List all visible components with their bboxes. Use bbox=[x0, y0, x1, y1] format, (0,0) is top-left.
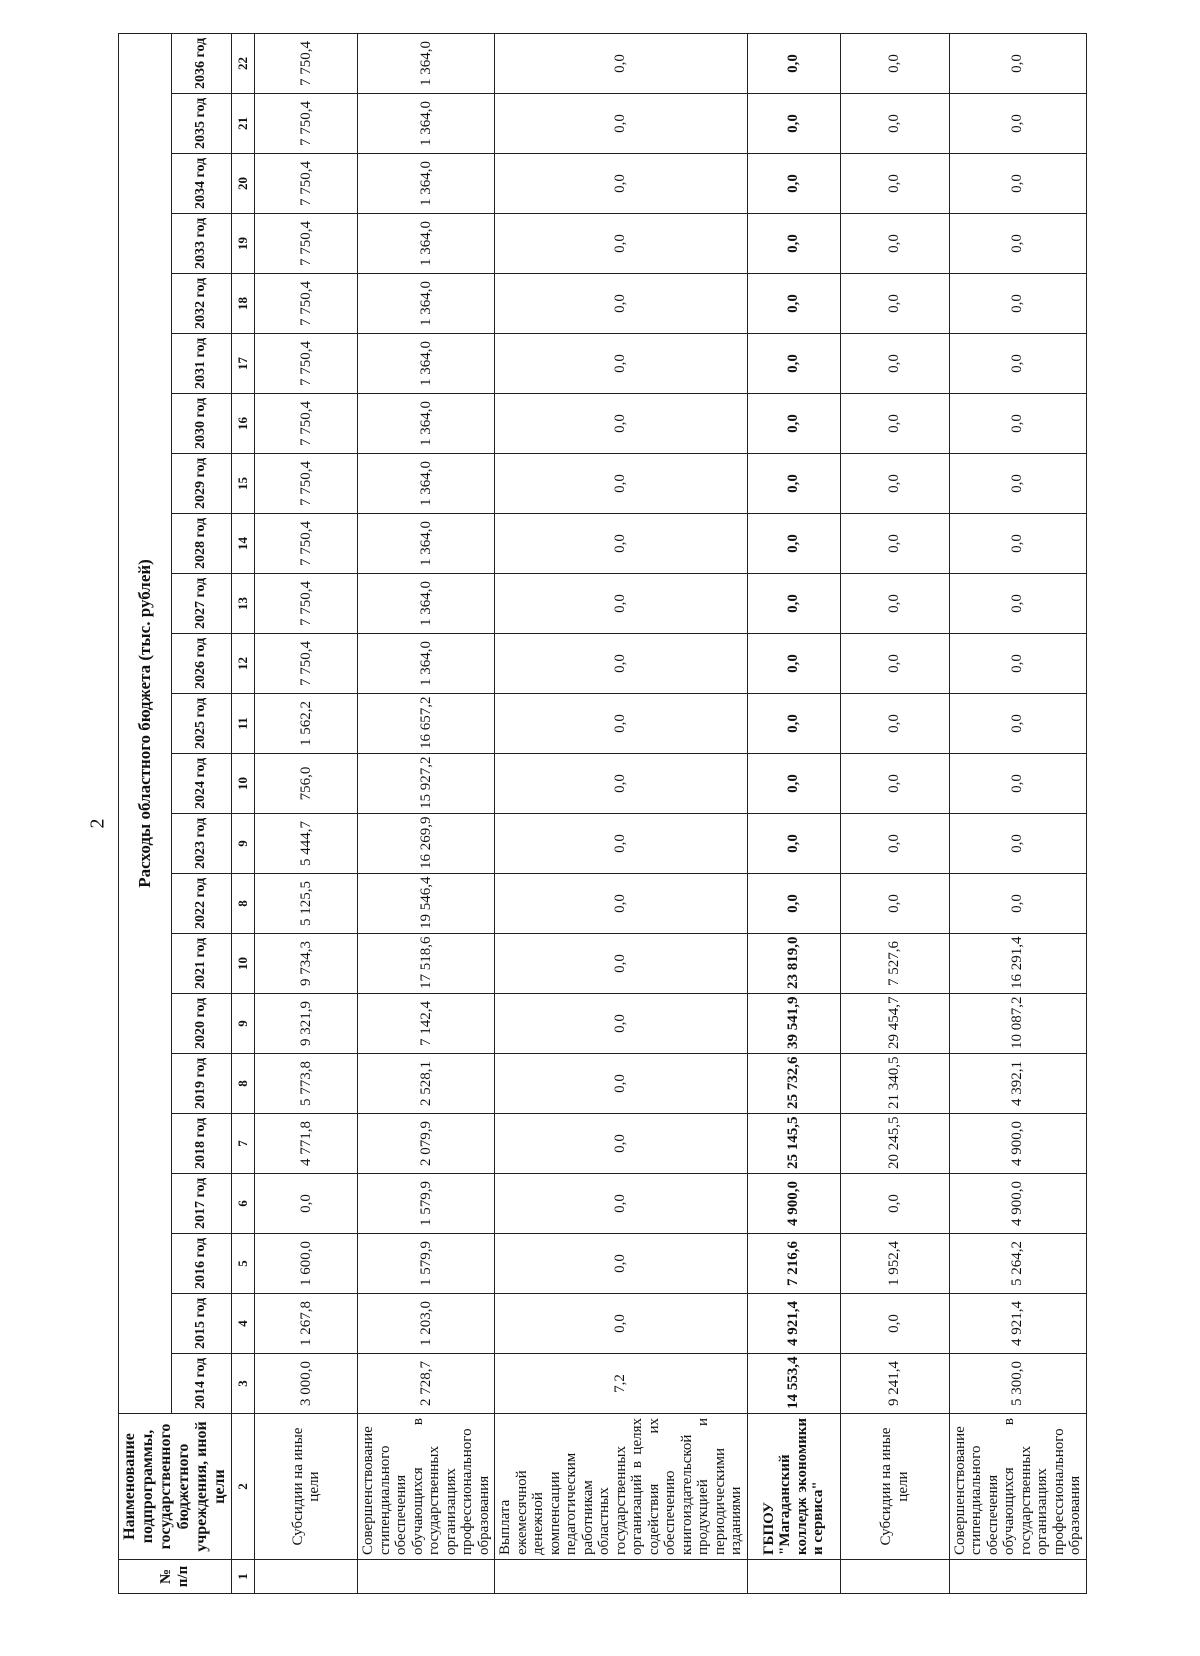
row-number bbox=[358, 1560, 495, 1594]
column-index: 1 bbox=[232, 1560, 255, 1594]
value-cell: 0,0 bbox=[840, 634, 949, 694]
value-cell: 0,0 bbox=[840, 214, 949, 274]
value-cell: 0,0 bbox=[747, 814, 840, 874]
value-cell: 0,0 bbox=[495, 94, 748, 154]
value-cell: 1 364,0 bbox=[358, 514, 495, 574]
column-index: 19 bbox=[232, 214, 255, 274]
year-header: 2026 год bbox=[171, 634, 231, 694]
year-header: 2035 год bbox=[171, 94, 231, 154]
value-cell: 0,0 bbox=[840, 454, 949, 514]
value-cell: 1 952,4 bbox=[840, 1234, 949, 1294]
value-cell: 0,0 bbox=[495, 33, 748, 93]
num-header: № п/п bbox=[119, 1560, 232, 1594]
value-cell: 0,0 bbox=[949, 334, 1086, 394]
value-cell: 25 732,6 bbox=[747, 1054, 840, 1114]
value-cell: 7,2 bbox=[495, 1354, 748, 1414]
value-cell: 17 518,6 bbox=[358, 934, 495, 994]
value-cell: 0,0 bbox=[747, 574, 840, 634]
value-cell: 7 750,4 bbox=[255, 574, 358, 634]
value-cell: 5 773,8 bbox=[255, 1054, 358, 1114]
column-index: 8 bbox=[232, 874, 255, 934]
value-cell: 2 079,9 bbox=[358, 1114, 495, 1174]
value-cell: 9 241,4 bbox=[840, 1354, 949, 1414]
value-cell: 0,0 bbox=[949, 154, 1086, 214]
value-cell: 0,0 bbox=[949, 634, 1086, 694]
value-cell: 0,0 bbox=[495, 1294, 748, 1354]
value-cell: 0,0 bbox=[949, 274, 1086, 334]
value-cell: 0,0 bbox=[747, 634, 840, 694]
year-header: 2031 год bbox=[171, 334, 231, 394]
column-index: 17 bbox=[232, 334, 255, 394]
column-index: 2 bbox=[232, 1414, 255, 1560]
value-cell: 7 527,6 bbox=[840, 934, 949, 994]
column-index: 21 bbox=[232, 94, 255, 154]
column-index: 4 bbox=[232, 1294, 255, 1354]
value-cell: 0,0 bbox=[949, 94, 1086, 154]
value-cell: 0,0 bbox=[495, 814, 748, 874]
value-cell: 0,0 bbox=[495, 574, 748, 634]
value-cell: 1 364,0 bbox=[358, 634, 495, 694]
value-cell: 4 921,4 bbox=[949, 1294, 1086, 1354]
value-cell: 29 454,7 bbox=[840, 994, 949, 1054]
value-cell: 0,0 bbox=[255, 1174, 358, 1234]
value-cell: 4 900,0 bbox=[949, 1114, 1086, 1174]
column-index: 13 bbox=[232, 574, 255, 634]
column-index: 9 bbox=[232, 814, 255, 874]
value-cell: 0,0 bbox=[949, 214, 1086, 274]
value-cell: 0,0 bbox=[747, 394, 840, 454]
value-cell: 4 900,0 bbox=[747, 1174, 840, 1234]
row-name: ГБПОУ "Магаданский колледж экономики и сервиса" bbox=[747, 1414, 840, 1560]
value-cell: 16 291,4 bbox=[949, 934, 1086, 994]
value-cell: 1 364,0 bbox=[358, 274, 495, 334]
value-cell: 0,0 bbox=[949, 514, 1086, 574]
table-row bbox=[495, 33, 748, 1593]
column-index: 20 bbox=[232, 154, 255, 214]
value-cell: 5 264,2 bbox=[949, 1234, 1086, 1294]
value-cell: 7 750,4 bbox=[255, 154, 358, 214]
value-cell: 0,0 bbox=[840, 874, 949, 934]
value-cell: 1 364,0 bbox=[358, 334, 495, 394]
year-header: 2027 год bbox=[171, 574, 231, 634]
value-cell: 0,0 bbox=[747, 754, 840, 814]
column-index: 18 bbox=[232, 274, 255, 334]
value-cell: 15 927,2 bbox=[358, 754, 495, 814]
column-index: 10 bbox=[232, 754, 255, 814]
column-index-row bbox=[232, 33, 255, 1593]
year-header: 2021 год bbox=[171, 934, 231, 994]
column-index: 3 bbox=[232, 1354, 255, 1414]
year-header: 2020 год bbox=[171, 994, 231, 1054]
table-row bbox=[949, 33, 1086, 1593]
value-cell: 4 921,4 bbox=[747, 1294, 840, 1354]
column-index: 6 bbox=[232, 1174, 255, 1234]
value-cell: 0,0 bbox=[495, 1234, 748, 1294]
year-header: 2033 год bbox=[171, 214, 231, 274]
value-cell: 7 750,4 bbox=[255, 33, 358, 93]
value-cell: 0,0 bbox=[840, 754, 949, 814]
column-index: 16 bbox=[232, 394, 255, 454]
column-index: 9 bbox=[232, 994, 255, 1054]
column-index: 8 bbox=[232, 1054, 255, 1114]
value-cell: 1 600,0 bbox=[255, 1234, 358, 1294]
value-cell: 1 579,9 bbox=[358, 1234, 495, 1294]
value-cell: 7 142,4 bbox=[358, 994, 495, 1054]
column-index: 11 bbox=[232, 694, 255, 754]
value-cell: 0,0 bbox=[495, 154, 748, 214]
value-cell: 14 553,4 bbox=[747, 1354, 840, 1414]
year-header: 2017 год bbox=[171, 1174, 231, 1234]
value-cell: 1 364,0 bbox=[358, 454, 495, 514]
value-cell: 0,0 bbox=[495, 454, 748, 514]
value-cell: 21 340,5 bbox=[840, 1054, 949, 1114]
year-header: 2024 год bbox=[171, 754, 231, 814]
expenses-header: Расходы областного бюджета (тыс. рублей) bbox=[119, 33, 172, 1413]
budget-table bbox=[118, 33, 1087, 1594]
value-cell: 20 245,5 bbox=[840, 1114, 949, 1174]
value-cell: 19 546,4 bbox=[358, 874, 495, 934]
year-header: 2016 год bbox=[171, 1234, 231, 1294]
value-cell: 25 145,5 bbox=[747, 1114, 840, 1174]
table-row bbox=[840, 33, 949, 1593]
value-cell: 7 750,4 bbox=[255, 514, 358, 574]
value-cell: 16 657,2 bbox=[358, 694, 495, 754]
year-header: 2030 год bbox=[171, 394, 231, 454]
value-cell: 1 364,0 bbox=[358, 33, 495, 93]
value-cell: 0,0 bbox=[747, 514, 840, 574]
value-cell: 4 900,0 bbox=[949, 1174, 1086, 1234]
value-cell: 0,0 bbox=[495, 994, 748, 1054]
value-cell: 10 087,2 bbox=[949, 994, 1086, 1054]
value-cell: 7 750,4 bbox=[255, 454, 358, 514]
value-cell: 0,0 bbox=[949, 454, 1086, 514]
value-cell: 0,0 bbox=[840, 1174, 949, 1234]
value-cell: 2 528,1 bbox=[358, 1054, 495, 1114]
value-cell: 0,0 bbox=[495, 634, 748, 694]
value-cell: 0,0 bbox=[747, 274, 840, 334]
year-header: 2018 год bbox=[171, 1114, 231, 1174]
value-cell: 1 364,0 bbox=[358, 154, 495, 214]
year-header: 2014 год bbox=[171, 1354, 231, 1414]
year-header: 2019 год bbox=[171, 1054, 231, 1114]
table-row bbox=[747, 33, 840, 1593]
value-cell: 1 364,0 bbox=[358, 214, 495, 274]
value-cell: 0,0 bbox=[840, 574, 949, 634]
value-cell: 0,0 bbox=[495, 334, 748, 394]
value-cell: 0,0 bbox=[747, 334, 840, 394]
value-cell: 7 750,4 bbox=[255, 274, 358, 334]
column-index: 12 bbox=[232, 634, 255, 694]
value-cell: 0,0 bbox=[949, 814, 1086, 874]
value-cell: 0,0 bbox=[495, 514, 748, 574]
value-cell: 39 541,9 bbox=[747, 994, 840, 1054]
value-cell: 1 562,2 bbox=[255, 694, 358, 754]
value-cell: 7 750,4 bbox=[255, 394, 358, 454]
row-name: Совершенствование стипендиального обеспечения обучающихся в государственных организациях профессионального образования bbox=[358, 1414, 495, 1560]
value-cell: 0,0 bbox=[840, 394, 949, 454]
value-cell: 0,0 bbox=[840, 274, 949, 334]
row-name: Субсидии на иные цели bbox=[255, 1414, 358, 1560]
value-cell: 0,0 bbox=[495, 214, 748, 274]
year-header: 2029 год bbox=[171, 454, 231, 514]
row-name: Выплата ежемесячной денежной компенсации педагогическим работникам областных государственных организаций в целях содействия их обеспечению книгоиздательской продукцией и периодическими изданиями bbox=[495, 1414, 748, 1560]
table-row bbox=[255, 33, 358, 1593]
value-cell: 4 771,8 bbox=[255, 1114, 358, 1174]
value-cell: 5 300,0 bbox=[949, 1354, 1086, 1414]
value-cell: 0,0 bbox=[495, 1174, 748, 1234]
row-number bbox=[255, 1560, 358, 1594]
value-cell: 0,0 bbox=[495, 874, 748, 934]
value-cell: 1 364,0 bbox=[358, 394, 495, 454]
value-cell: 0,0 bbox=[840, 334, 949, 394]
value-cell: 0,0 bbox=[840, 33, 949, 93]
row-name: Совершенствование стипендиального обеспечения обучающихся в государственных организациях профессионального образования bbox=[949, 1414, 1086, 1560]
value-cell: 23 819,0 bbox=[747, 934, 840, 994]
value-cell: 16 269,9 bbox=[358, 814, 495, 874]
year-header: 2015 год bbox=[171, 1294, 231, 1354]
value-cell: 0,0 bbox=[747, 94, 840, 154]
column-index: 10 bbox=[232, 934, 255, 994]
year-header: 2025 год bbox=[171, 694, 231, 754]
column-index: 14 bbox=[232, 514, 255, 574]
value-cell: 0,0 bbox=[840, 154, 949, 214]
row-number bbox=[747, 1560, 840, 1594]
value-cell: 3 000,0 bbox=[255, 1354, 358, 1414]
row-number bbox=[840, 1560, 949, 1594]
value-cell: 4 392,1 bbox=[949, 1054, 1086, 1114]
value-cell: 0,0 bbox=[949, 574, 1086, 634]
value-cell: 1 203,0 bbox=[358, 1294, 495, 1354]
column-index: 7 bbox=[232, 1114, 255, 1174]
column-index: 5 bbox=[232, 1234, 255, 1294]
value-cell: 0,0 bbox=[747, 154, 840, 214]
value-cell: 9 321,9 bbox=[255, 994, 358, 1054]
value-cell: 2 728,7 bbox=[358, 1354, 495, 1414]
value-cell: 0,0 bbox=[747, 454, 840, 514]
name-header: Наименование подпрограммы, государственного бюджетного учреждения, иной цели bbox=[119, 1414, 232, 1560]
year-header: 2032 год bbox=[171, 274, 231, 334]
value-cell: 0,0 bbox=[495, 1114, 748, 1174]
value-cell: 7 750,4 bbox=[255, 634, 358, 694]
value-cell: 0,0 bbox=[840, 814, 949, 874]
value-cell: 0,0 bbox=[840, 694, 949, 754]
value-cell: 0,0 bbox=[840, 94, 949, 154]
value-cell: 0,0 bbox=[840, 1294, 949, 1354]
value-cell: 0,0 bbox=[495, 694, 748, 754]
value-cell: 0,0 bbox=[495, 394, 748, 454]
column-index: 15 bbox=[232, 454, 255, 514]
row-number bbox=[949, 1560, 1086, 1594]
value-cell: 0,0 bbox=[949, 874, 1086, 934]
year-header: 2036 год bbox=[171, 33, 231, 93]
value-cell: 9 734,3 bbox=[255, 934, 358, 994]
value-cell: 7 750,4 bbox=[255, 94, 358, 154]
value-cell: 0,0 bbox=[949, 33, 1086, 93]
column-index: 22 bbox=[232, 33, 255, 93]
value-cell: 0,0 bbox=[495, 1054, 748, 1114]
value-cell: 5 444,7 bbox=[255, 814, 358, 874]
row-number bbox=[495, 1560, 748, 1594]
value-cell: 5 125,5 bbox=[255, 874, 358, 934]
value-cell: 0,0 bbox=[495, 754, 748, 814]
value-cell: 0,0 bbox=[949, 754, 1086, 814]
value-cell: 1 579,9 bbox=[358, 1174, 495, 1234]
value-cell: 0,0 bbox=[949, 394, 1086, 454]
rotated-sheet bbox=[118, 34, 1083, 1594]
value-cell: 7 750,4 bbox=[255, 334, 358, 394]
years-row bbox=[171, 33, 231, 1593]
row-name: Субсидии на иные цели bbox=[840, 1414, 949, 1560]
year-header: 2028 год bbox=[171, 514, 231, 574]
page-number: 2 bbox=[86, 818, 109, 829]
value-cell: 0,0 bbox=[747, 874, 840, 934]
value-cell: 0,0 bbox=[747, 694, 840, 754]
value-cell: 1 267,8 bbox=[255, 1294, 358, 1354]
value-cell: 0,0 bbox=[747, 33, 840, 93]
year-header: 2034 год bbox=[171, 154, 231, 214]
year-header: 2023 год bbox=[171, 814, 231, 874]
value-cell: 7 750,4 bbox=[255, 214, 358, 274]
value-cell: 756,0 bbox=[255, 754, 358, 814]
value-cell: 1 364,0 bbox=[358, 574, 495, 634]
year-header: 2022 год bbox=[171, 874, 231, 934]
value-cell: 7 216,6 bbox=[747, 1234, 840, 1294]
value-cell: 0,0 bbox=[495, 274, 748, 334]
value-cell: 0,0 bbox=[495, 934, 748, 994]
value-cell: 0,0 bbox=[949, 694, 1086, 754]
value-cell: 0,0 bbox=[840, 514, 949, 574]
table-row bbox=[358, 33, 495, 1593]
value-cell: 1 364,0 bbox=[358, 94, 495, 154]
value-cell: 0,0 bbox=[747, 214, 840, 274]
